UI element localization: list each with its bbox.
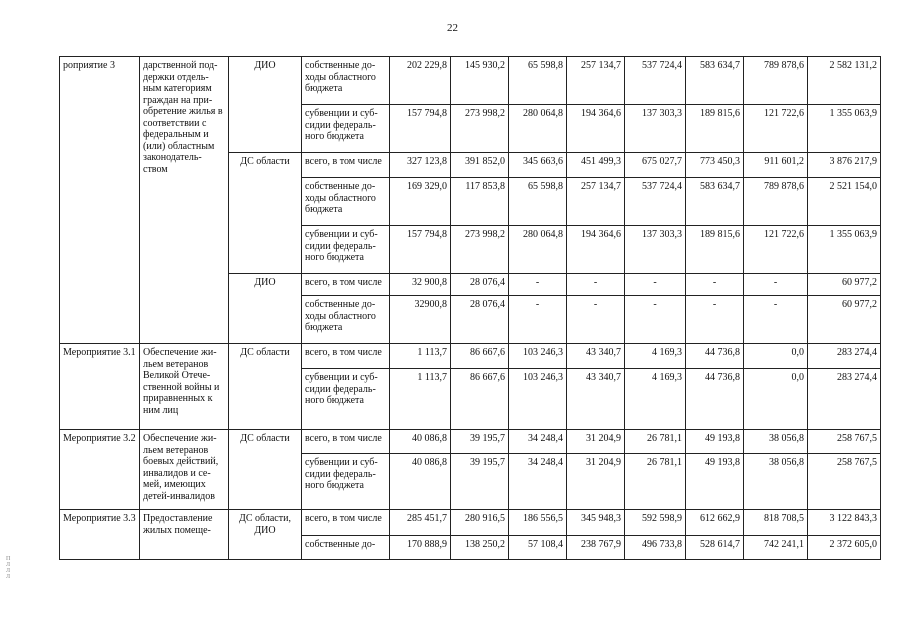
- value-cell: 327 123,8: [390, 153, 451, 178]
- value-cell: 280 064,8: [509, 226, 567, 274]
- value-cell: 169 329,0: [390, 178, 451, 226]
- value-cell: 189 815,6: [686, 226, 744, 274]
- funding-source-cell: всего, в том числе: [302, 274, 390, 296]
- value-cell: 138 250,2: [451, 536, 509, 560]
- total-cell: 2 521 154,0: [808, 178, 881, 226]
- value-cell: 818 708,5: [744, 510, 808, 536]
- value-cell: 257 134,7: [567, 178, 625, 226]
- value-cell: 26 781,1: [625, 430, 686, 454]
- executor-cell: ДИО: [229, 274, 302, 344]
- value-cell: 145 930,2: [451, 57, 509, 105]
- value-cell: 57 108,4: [509, 536, 567, 560]
- value-cell: 911 601,2: [744, 153, 808, 178]
- total-cell: 1 355 063,9: [808, 105, 881, 153]
- value-cell: 238 767,9: [567, 536, 625, 560]
- value-cell: 451 499,3: [567, 153, 625, 178]
- item-name-cell: Мероприятие 3.3: [60, 510, 140, 560]
- value-cell: 43 340,7: [567, 369, 625, 430]
- executor-cell: ДС области: [229, 430, 302, 510]
- value-cell: 0,0: [744, 344, 808, 369]
- table-row: [60, 430, 881, 454]
- value-cell: 43 340,7: [567, 344, 625, 369]
- value-cell: 34 248,4: [509, 454, 567, 510]
- value-cell: 391 852,0: [451, 153, 509, 178]
- value-cell: 26 781,1: [625, 454, 686, 510]
- value-cell: 137 303,3: [625, 105, 686, 153]
- funding-source-cell: субвенции и суб-сидии федераль-ного бюджета: [302, 226, 390, 274]
- value-cell: 65 598,8: [509, 57, 567, 105]
- value-cell: 38 056,8: [744, 454, 808, 510]
- value-cell: 592 598,9: [625, 510, 686, 536]
- value-cell: 1 113,7: [390, 369, 451, 430]
- value-cell: 789 878,6: [744, 178, 808, 226]
- funding-source-cell: всего, в том числе: [302, 430, 390, 454]
- value-cell: 202 229,8: [390, 57, 451, 105]
- value-cell: 345 948,3: [567, 510, 625, 536]
- item-name-cell: Мероприятие 3.1: [60, 344, 140, 430]
- value-cell: 117 853,8: [451, 178, 509, 226]
- total-cell: 3 122 843,3: [808, 510, 881, 536]
- value-cell: -: [567, 296, 625, 344]
- funding-source-cell: всего, в том числе: [302, 510, 390, 536]
- value-cell: 583 634,7: [686, 57, 744, 105]
- value-cell: 40 086,8: [390, 454, 451, 510]
- value-cell: 194 364,6: [567, 105, 625, 153]
- funding-source-cell: субвенции и суб-сидии федераль-ного бюджета: [302, 105, 390, 153]
- value-cell: 28 076,4: [451, 274, 509, 296]
- item-description-cell: Обеспечение жи-льем ветеранов боевых действий, инвалидов и се-мей, имеющих детей-инвалидов: [140, 430, 229, 510]
- value-cell: 742 241,1: [744, 536, 808, 560]
- total-cell: 1 355 063,9: [808, 226, 881, 274]
- table-row: [60, 344, 881, 369]
- total-cell: 3 876 217,9: [808, 153, 881, 178]
- funding-source-cell: субвенции и суб-сидии федераль-ного бюджета: [302, 369, 390, 430]
- value-cell: -: [567, 274, 625, 296]
- value-cell: 49 193,8: [686, 454, 744, 510]
- total-cell: 2 372 605,0: [808, 536, 881, 560]
- funding-source-cell: всего, в том числе: [302, 344, 390, 369]
- table-row: [60, 510, 881, 536]
- total-cell: 258 767,5: [808, 430, 881, 454]
- total-cell: 60 977,2: [808, 296, 881, 344]
- value-cell: 44 736,8: [686, 344, 744, 369]
- value-cell: -: [625, 274, 686, 296]
- value-cell: 528 614,7: [686, 536, 744, 560]
- page-number: 22: [447, 22, 458, 34]
- value-cell: 157 794,8: [390, 226, 451, 274]
- value-cell: 86 667,6: [451, 369, 509, 430]
- table-row: [60, 57, 881, 105]
- margin-mark: ПЛЛЛ: [6, 556, 11, 580]
- value-cell: 32900,8: [390, 296, 451, 344]
- value-cell: 345 663,6: [509, 153, 567, 178]
- value-cell: 496 733,8: [625, 536, 686, 560]
- value-cell: 186 556,5: [509, 510, 567, 536]
- total-cell: 283 274,4: [808, 369, 881, 430]
- value-cell: 280 916,5: [451, 510, 509, 536]
- value-cell: 1 113,7: [390, 344, 451, 369]
- budget-table: [59, 56, 881, 560]
- value-cell: 44 736,8: [686, 369, 744, 430]
- value-cell: 39 195,7: [451, 454, 509, 510]
- value-cell: -: [625, 296, 686, 344]
- total-cell: 2 582 131,2: [808, 57, 881, 105]
- item-name-cell: Мероприятие 3.2: [60, 430, 140, 510]
- value-cell: 39 195,7: [451, 430, 509, 454]
- value-cell: 103 246,3: [509, 369, 567, 430]
- value-cell: 49 193,8: [686, 430, 744, 454]
- funding-source-cell: всего, в том числе: [302, 153, 390, 178]
- value-cell: 273 998,2: [451, 226, 509, 274]
- item-description-cell: дарственной под-держки отдель-ным категориям граждан на при-обретение жилья в соответствии с федеральным и (или) областным законодатель-ством: [140, 57, 229, 344]
- value-cell: 31 204,9: [567, 454, 625, 510]
- value-cell: 40 086,8: [390, 430, 451, 454]
- total-cell: 283 274,4: [808, 344, 881, 369]
- value-cell: 194 364,6: [567, 226, 625, 274]
- value-cell: 773 450,3: [686, 153, 744, 178]
- value-cell: 137 303,3: [625, 226, 686, 274]
- item-description-cell: Обеспечение жи-льем ветеранов Великой Отече-ственной войны и приравненных к ним лиц: [140, 344, 229, 430]
- executor-cell: ДС области: [229, 153, 302, 274]
- value-cell: 4 169,3: [625, 369, 686, 430]
- value-cell: 189 815,6: [686, 105, 744, 153]
- value-cell: 38 056,8: [744, 430, 808, 454]
- value-cell: -: [686, 296, 744, 344]
- value-cell: 789 878,6: [744, 57, 808, 105]
- value-cell: -: [509, 274, 567, 296]
- value-cell: 257 134,7: [567, 57, 625, 105]
- value-cell: 4 169,3: [625, 344, 686, 369]
- item-description-cell: Предоставление жилых помеще-: [140, 510, 229, 560]
- value-cell: 285 451,7: [390, 510, 451, 536]
- executor-cell: ДИО: [229, 57, 302, 153]
- value-cell: 65 598,8: [509, 178, 567, 226]
- value-cell: 0,0: [744, 369, 808, 430]
- value-cell: -: [686, 274, 744, 296]
- value-cell: 86 667,6: [451, 344, 509, 369]
- value-cell: 32 900,8: [390, 274, 451, 296]
- value-cell: 280 064,8: [509, 105, 567, 153]
- total-cell: 258 767,5: [808, 454, 881, 510]
- executor-cell: ДС области: [229, 344, 302, 430]
- funding-source-cell: собственные до-ходы областного бюджета: [302, 178, 390, 226]
- value-cell: 583 634,7: [686, 178, 744, 226]
- value-cell: 31 204,9: [567, 430, 625, 454]
- value-cell: -: [509, 296, 567, 344]
- value-cell: 273 998,2: [451, 105, 509, 153]
- value-cell: -: [744, 296, 808, 344]
- value-cell: 121 722,6: [744, 105, 808, 153]
- funding-source-cell: собственные до-: [302, 536, 390, 560]
- value-cell: 34 248,4: [509, 430, 567, 454]
- value-cell: 537 724,4: [625, 178, 686, 226]
- executor-cell: ДС области, ДИО: [229, 510, 302, 560]
- funding-source-cell: субвенции и суб-сидии федераль-ного бюджета: [302, 454, 390, 510]
- value-cell: 537 724,4: [625, 57, 686, 105]
- total-cell: 60 977,2: [808, 274, 881, 296]
- item-name-cell: роприятие 3: [60, 57, 140, 344]
- value-cell: 612 662,9: [686, 510, 744, 536]
- value-cell: 121 722,6: [744, 226, 808, 274]
- value-cell: 28 076,4: [451, 296, 509, 344]
- funding-source-cell: собственные до-ходы областного бюджета: [302, 296, 390, 344]
- funding-source-cell: собственные до-ходы областного бюджета: [302, 57, 390, 105]
- value-cell: 157 794,8: [390, 105, 451, 153]
- value-cell: 675 027,7: [625, 153, 686, 178]
- value-cell: -: [744, 274, 808, 296]
- value-cell: 170 888,9: [390, 536, 451, 560]
- value-cell: 103 246,3: [509, 344, 567, 369]
